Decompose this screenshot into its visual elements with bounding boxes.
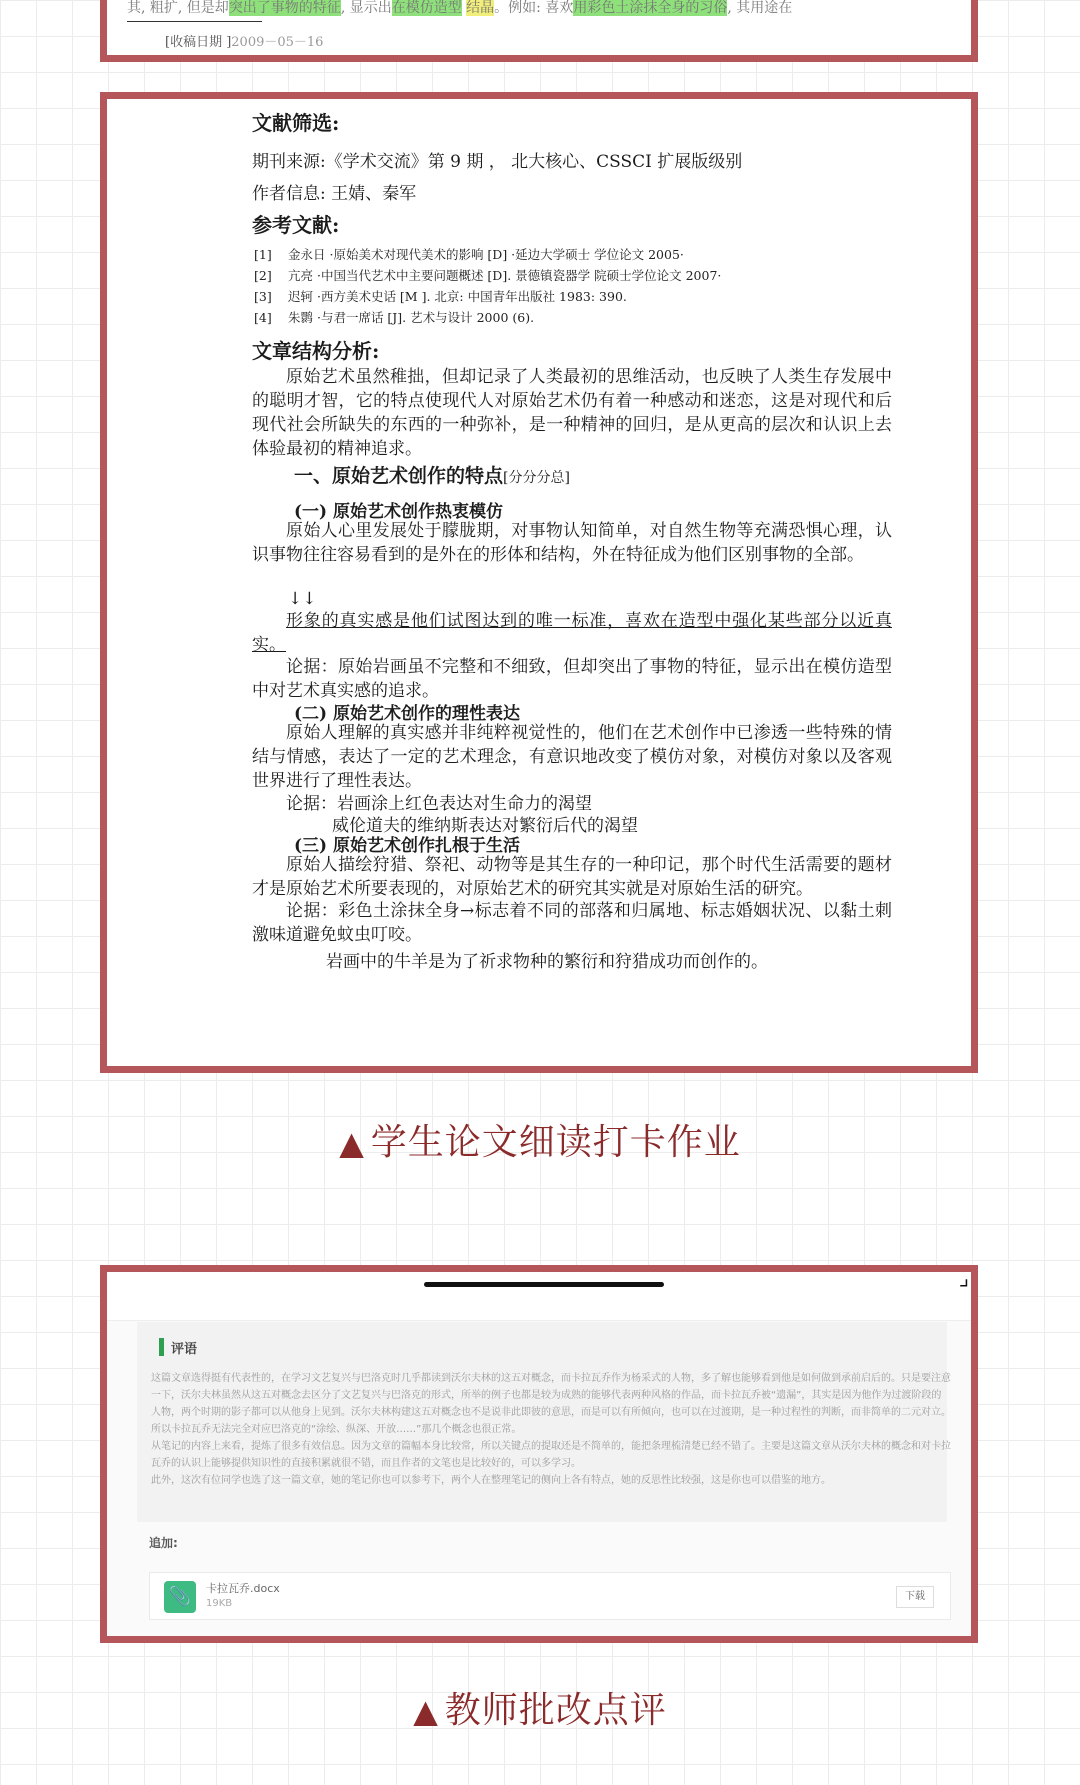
reference-text: 金永日 ·原始美术对现代美术的影响 [D] ·延边大学硕士 学位论文 2005· xyxy=(288,247,684,262)
download-button[interactable]: 下载 xyxy=(896,1586,934,1608)
reference-item xyxy=(254,245,684,263)
reference-number: [2] xyxy=(254,268,272,283)
reference-item xyxy=(254,308,534,326)
attachment-name: 卡拉瓦乔.docx xyxy=(206,1582,280,1595)
paperclip-icon: 📎 xyxy=(164,1581,196,1613)
subsection-2-evidence-2: 威伦道夫的维纳斯表达对繁衍后代的渴望 xyxy=(332,816,638,836)
article-snippet-frame xyxy=(100,0,978,62)
subsection-1-evidence: 论据：原始岩画虽不完整和不细致，但却突出了事物的特征，显示出在模仿造型中对艺术真实感的追求。 xyxy=(252,657,892,701)
heading-structure: 文章结构分析: xyxy=(252,339,380,363)
received-date xyxy=(165,31,323,50)
subsection-2-title: (二) 原始艺术创作的理性表达 xyxy=(294,704,521,724)
triangle-icon: ▲ xyxy=(339,1124,365,1162)
cut-text-e: , 其用途在 xyxy=(727,0,793,16)
cut-text-a: 其, 粗扩, 但是却 xyxy=(127,0,229,16)
highlight-yellow: 结晶 xyxy=(466,0,495,16)
subsection-2-paragraph: 原始人理解的真实感并非纯粹视觉性的，他们在艺术创作中已渗透一些特殊的情结与情感，表达了一定的艺术理念，有意识地改变了模仿对象，对模仿对象以及客观世界进行了理性表达。 xyxy=(252,723,892,791)
section-title xyxy=(294,461,570,488)
reference-number: [3] xyxy=(254,289,272,304)
subsection-3-evidence-2: 岩画中的牛羊是为了祈求物种的繁衍和狩猎成功而创作的。 xyxy=(326,952,768,972)
divider-line xyxy=(127,21,262,22)
comment-accent-bar xyxy=(159,1338,164,1356)
section-note: [分分分总] xyxy=(503,470,570,486)
down-arrows: ↓↓ xyxy=(288,589,317,609)
student-notes-frame xyxy=(100,92,978,1073)
reference-text: 迟轲 ·西方美术史话 [M ]. 北京: 中国青年出版社 1983: 390. xyxy=(288,289,627,304)
subsection-3-evidence: 论据：彩色土涂抹全身→标志着不同的部落和归属地、标志婚姻状况、以黏土刺激味道避免蚊虫叮咬。 xyxy=(252,901,892,945)
date-value: 2009－05－16 xyxy=(231,35,324,50)
triangle-icon: ▲ xyxy=(413,1692,439,1730)
article-cut-text xyxy=(127,0,947,19)
reference-item xyxy=(254,266,721,284)
heading-references: 参考文献: xyxy=(252,213,340,237)
subsection-1-paragraph: 原始人心里发展处于朦胧期，对事物认知简单，对自然生物等充满恐惧心理，认识事物往往容易看到的是外在的形体和结构，外在特征成为他们区别事物的全部。 xyxy=(252,521,892,565)
caption-student-homework xyxy=(0,1114,1080,1165)
cut-text-b: , 显示出 xyxy=(340,0,392,16)
attachment-size: 19KB xyxy=(206,1598,233,1609)
date-label: [收稿日期 ] xyxy=(165,35,232,50)
section-title-text: 一、原始艺术创作的特点 xyxy=(294,465,504,487)
corner-mark-icon: ⌟ xyxy=(958,1266,969,1291)
comment-text xyxy=(151,1370,951,1489)
teacher-comment-frame xyxy=(100,1265,978,1643)
caption-teacher-review xyxy=(0,1682,1080,1733)
comment-label: 评语 xyxy=(171,1342,198,1357)
reference-text: 朱鹮 ·与君一席话 [J]. 艺术与设计 2000 (6). xyxy=(288,310,535,325)
scroll-handle[interactable] xyxy=(424,1282,664,1287)
append-label: 追加: xyxy=(149,1536,178,1550)
cut-text-d: 。例如: 喜欢 xyxy=(494,0,574,16)
highlight-green-3: 用彩色土涂抹全身的习俗 xyxy=(573,0,728,16)
caption-text: 教师批改点评 xyxy=(444,1690,667,1731)
caption-text: 学生论文细读打卡作业 xyxy=(370,1122,741,1163)
journal-source: 期刊来源:《学术交流》第 9 期 ， 北大核心、CSSCI 扩展版级别 xyxy=(252,152,743,172)
heading-screening: 文献筛选: xyxy=(252,111,340,135)
comment-paragraph: 此外，这次有位同学也选了这一篇文章，她的笔记你也可以参考下，两个人在整理笔记的侧向上各有特点，她的反思性比较强，这是你也可以借鉴的地方。 xyxy=(151,1475,831,1486)
app-top-bar xyxy=(107,1272,971,1321)
subsection-3-paragraph: 原始人描绘狩猎、祭祀、动物等是其生存的一种印记，那个时代生活需要的题材才是原始艺术所要表现的，对原始艺术的研究其实就是对原始生活的研究。 xyxy=(252,855,892,899)
subsection-2-evidence-1: 论据：岩画涂上红色表达对生命力的渴望 xyxy=(286,794,592,814)
reference-item xyxy=(254,287,627,305)
attachment-card[interactable] xyxy=(149,1572,951,1620)
highlight-green-2: 在模仿造型 xyxy=(391,0,462,16)
subsection-3-title: (三) 原始艺术创作扎根于生活 xyxy=(294,836,521,856)
highlight-green-1: 突出了事物的特征 xyxy=(228,0,341,16)
intro-paragraph: 原始艺术虽然稚拙，但却记录了人类最初的思维活动，也反映了人类生存发展中的聪明才智，它的特点使现代人对原始艺术仍有着一种感动和迷恋，这是对现代和后现代社会所缺失的东西的一种弥补，是一种精神的回归，是从更高的层次和认识上去体验最初的精神追求。 xyxy=(252,367,892,459)
reference-number: [1] xyxy=(254,247,272,262)
reference-number: [4] xyxy=(254,310,272,325)
comment-paragraph: 从笔记的内容上来看，提炼了很多有效信息。因为文章的篇幅本身比较常，所以关键点的提取还是不简单的，能把条理梳清楚已经不错了。主要是这篇文章从沃尔夫林的概念和对卡拉瓦乔的认识上能够提供知识性的直接积累就很不错，而且作者的文笔也是比较好的，可以多学习。 xyxy=(151,1441,951,1469)
author-info: 作者信息: 王婧、秦军 xyxy=(252,184,417,204)
subsection-1-point: 形象的真实感是他们试图达到的唯一标准，喜欢在造型中强化某些部分以近真实。 xyxy=(252,611,892,655)
reference-text: 亢亮 ·中国当代艺术中主要问题概述 [D]. 景德镇瓷器学 院硕士学位论文 2007· xyxy=(288,268,722,283)
comment-paragraph: 这篇文章选得挺有代表性的，在学习文艺复兴与巴洛克时几乎都读到沃尔夫林的这五对概念，而卡拉瓦乔作为杨采式的人物，多了解也能够看到他是如何做到承前启后的。只是要注意一下，沃尔夫林虽然从这五对概念去区分了文艺复兴与巴洛克的形式，所举的例子也都是较为成熟的能够代表两种风格的作品，而卡拉瓦乔被“遗漏”，其实是因为他作为过渡阶段的人物，两个时期的影子都可以从他身上见到。沃尔夫林构建这五对概念也不是说非此即彼的意思，而是可以有所倾向，也可以在过渡期，是一种过程性的判断，而非简单的二元对立。所以卡拉瓦乔无法完全对应巴洛克的“涂绘、纵深、开放……”那几个概念也很正常。 xyxy=(151,1373,951,1435)
subsection-1-title: (一) 原始艺术创作热衷模仿 xyxy=(294,502,504,522)
